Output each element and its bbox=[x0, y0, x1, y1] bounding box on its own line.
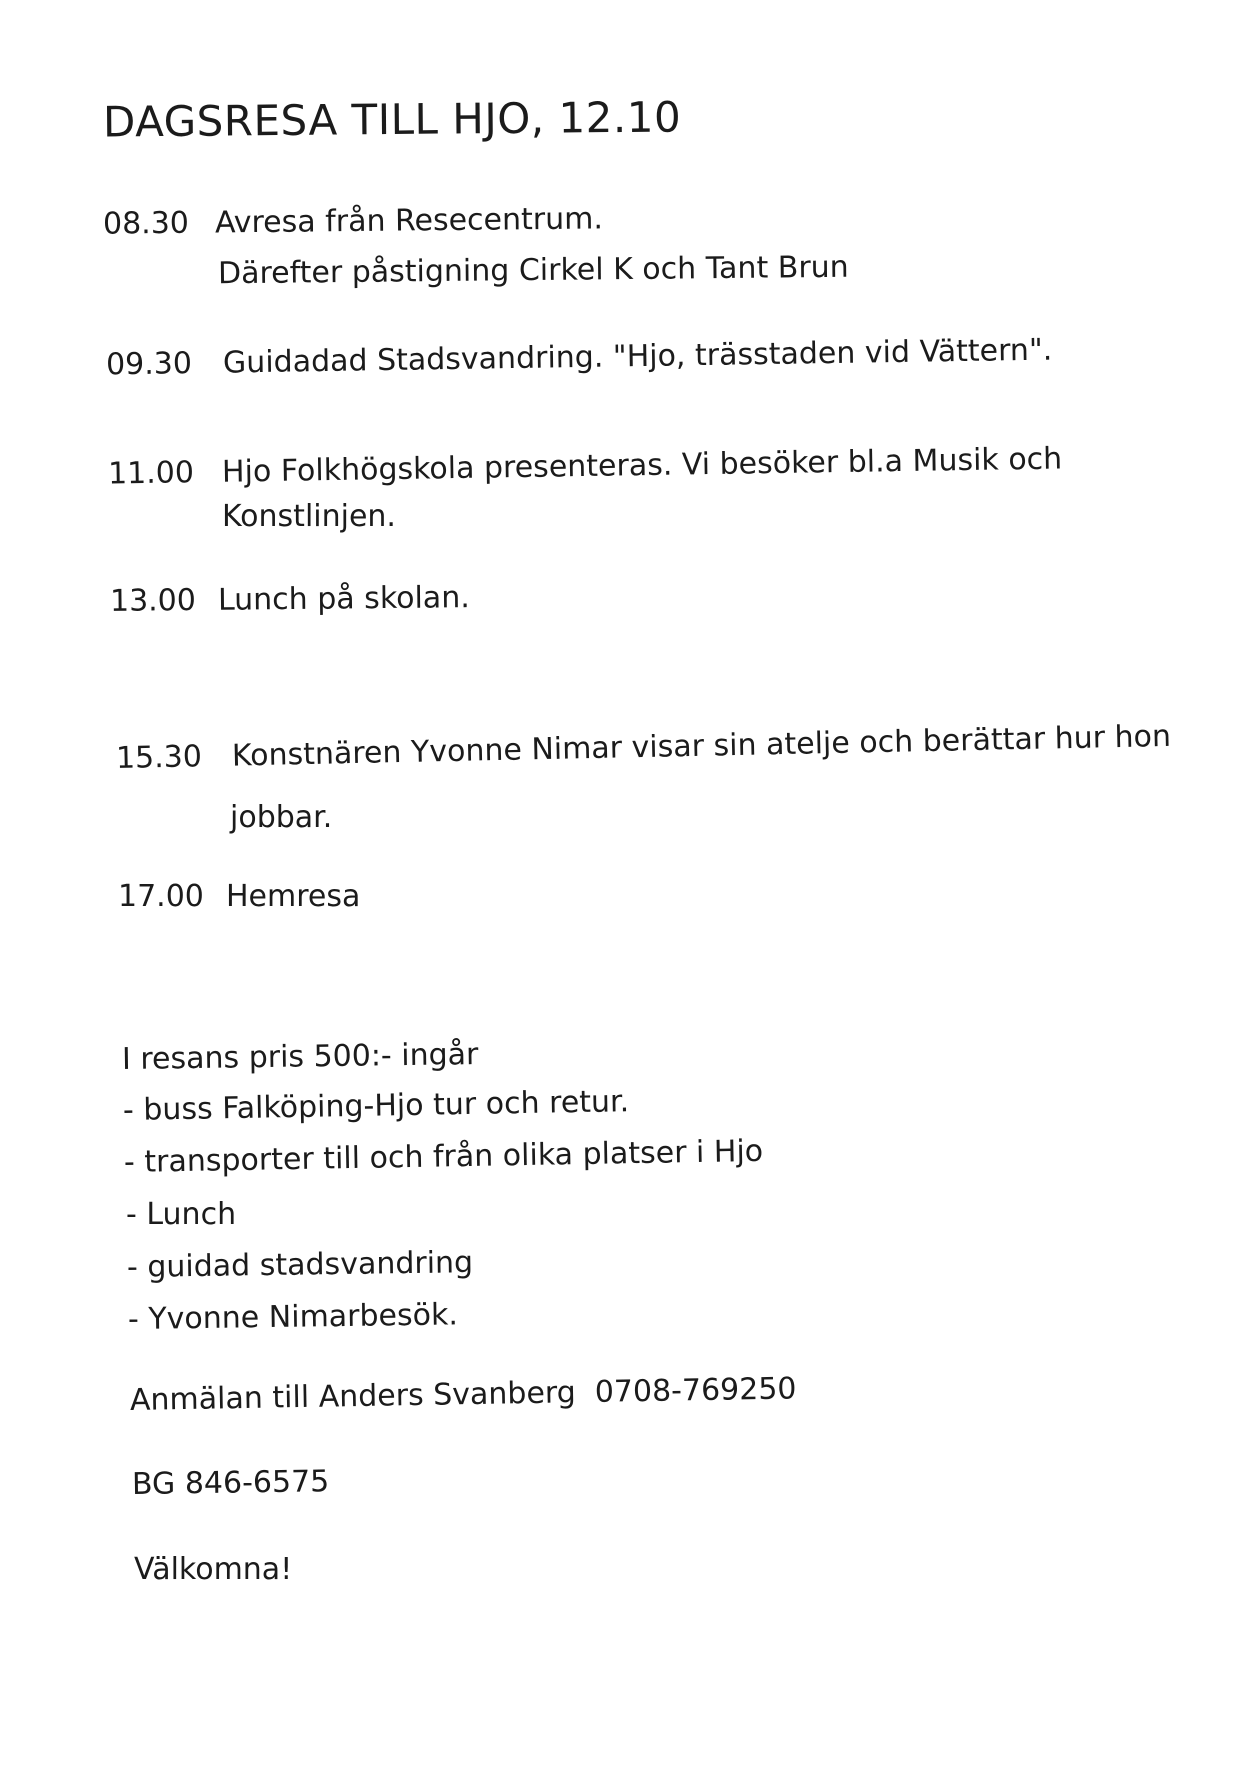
schedule-time: 15.30 bbox=[115, 739, 203, 776]
schedule-row bbox=[115, 718, 1172, 776]
price-item: - transporter till och från olika platser i Hjo bbox=[123, 1133, 764, 1180]
schedule-text: Guidadad Stadsvandring. "Hjo, trässtaden vid Vättern". bbox=[222, 332, 1053, 381]
schedule-time: 13.00 bbox=[109, 582, 197, 619]
price-item: - Yvonne Nimarbesök. bbox=[127, 1297, 459, 1337]
schedule-text: Lunch på skolan. bbox=[217, 580, 470, 618]
schedule-time: 11.00 bbox=[107, 455, 195, 492]
schedule-row bbox=[109, 580, 470, 619]
schedule-continuation: jobbar. bbox=[230, 800, 333, 835]
schedule-continuation: Konstlinjen. bbox=[222, 499, 396, 534]
schedule-text: Hjo Folkhögskola presenteras. Vi besöker bl.a Musik och bbox=[221, 441, 1063, 490]
page-title: DAGSRESA TILL HJO, 12.10 bbox=[102, 92, 682, 147]
schedule-text: Hemresa bbox=[226, 879, 361, 914]
price-item: - Lunch bbox=[126, 1197, 237, 1232]
price-item: - buss Falköping-Hjo tur och retur. bbox=[122, 1084, 630, 1128]
schedule-row bbox=[107, 441, 1063, 492]
price-item: - guidad stadsvandring bbox=[126, 1245, 474, 1285]
schedule-row bbox=[118, 879, 361, 914]
bankgiro-number: BG 846-6575 bbox=[131, 1464, 330, 1502]
schedule-row bbox=[105, 332, 1053, 383]
price-heading: I resans pris 500:- ingår bbox=[121, 1037, 479, 1077]
schedule-text: Konstnären Yvonne Nimar visar sin atelje och berättar hur hon bbox=[231, 718, 1172, 774]
schedule-time: 09.30 bbox=[105, 346, 193, 383]
schedule-time: 08.30 bbox=[102, 205, 190, 242]
schedule-row bbox=[102, 201, 604, 242]
signup-contact: Anmälan till Anders Svanberg 0708-769250 bbox=[129, 1371, 797, 1418]
schedule-continuation: Därefter påstigning Cirkel K och Tant Brun bbox=[217, 249, 849, 292]
schedule-text: Avresa från Resecentrum. bbox=[214, 201, 604, 241]
schedule-time: 17.00 bbox=[118, 879, 204, 914]
welcome-text: Välkomna! bbox=[134, 1552, 293, 1587]
